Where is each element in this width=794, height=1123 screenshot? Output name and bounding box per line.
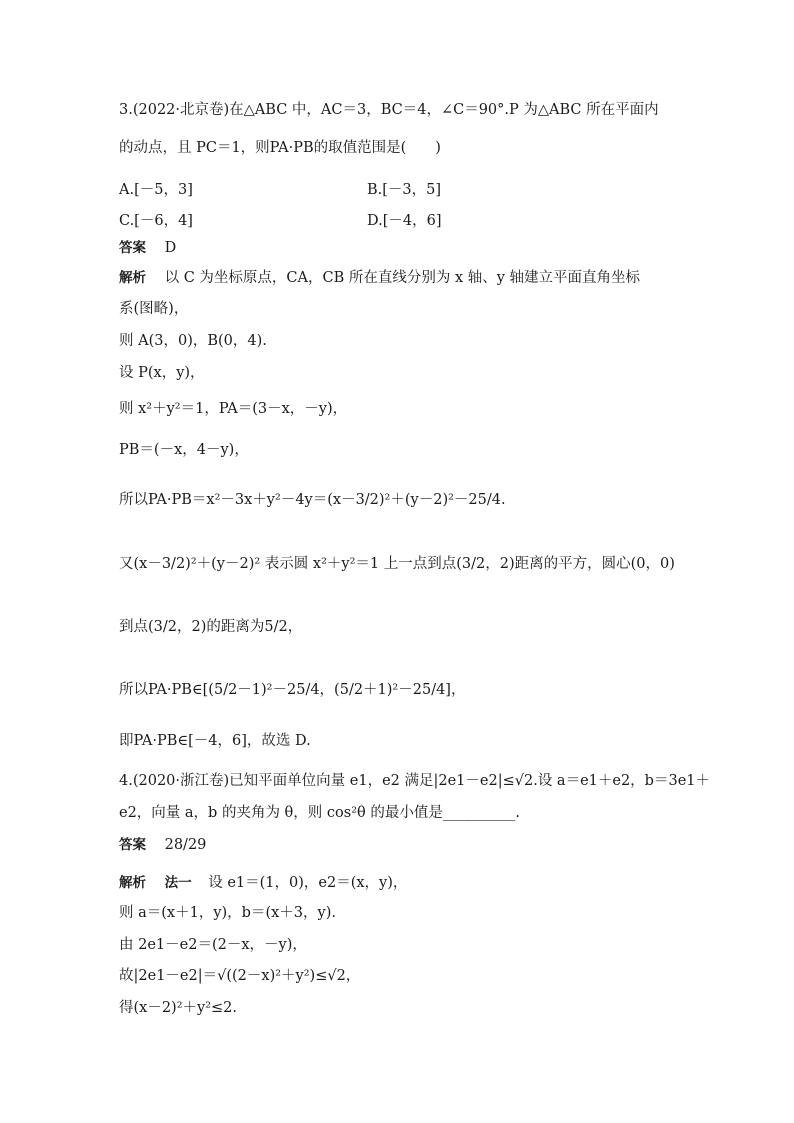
q4-answer-value: 28/29 [164, 837, 207, 853]
q4-analysis [119, 876, 407, 891]
q3-answer-value: D [164, 240, 177, 256]
q3-option-a: A.[－5，3] [119, 182, 193, 198]
q3-line7: 所以PA·PB＝x²－3x＋y²－4y＝(x－3/2)²＋(y－2)²－25/4. [119, 492, 506, 508]
q4-line3: 由 2e1－e2＝(2－x，－y)， [119, 937, 307, 953]
q3-line10: 所以PA·PB∈[(5/2－1)²－25/4，(5/2＋1)²－25/4]， [119, 682, 466, 698]
q3-line5: 则 x²＋y²＝1，PA＝(3－x，－y)， [119, 401, 348, 417]
q4-stem-line1: 4.(2020·浙江卷)已知平面单位向量 e1，e2 满足|2e1－e2|≤√2.设 a＝e1＋e2，b＝3e1＋ [119, 773, 711, 789]
q4-line1: 设 e1＝(1，0)，e2＝(x，y)， [208, 875, 408, 891]
q4-answer-label: 答案 [119, 837, 146, 853]
q3-answer [119, 241, 176, 256]
q3-line11: 即PA·PB∈[－4，6]，故选 D. [119, 733, 311, 749]
q4-line4: 故|2e1－e2|＝√((2－x)²＋y²)≤√2， [119, 968, 361, 984]
q4-line2: 则 a＝(x＋1，y)，b＝(x＋3，y). [119, 905, 336, 921]
q3-stem-line1: 3.(2022·北京卷)在△ABC 中，AC＝3，BC＝4，∠C＝90°.P 为△ABC 所在平面内 [119, 102, 659, 118]
q3-option-c: C.[－6，4] [119, 213, 193, 229]
q3-option-b: B.[－3，5] [367, 182, 442, 198]
q3-analysis-label: 解析 [119, 270, 146, 286]
q3-line3: 则 A(3，0)，B(0，4). [119, 333, 267, 349]
q3-stem-line2: 的动点，且 PC＝1，则PA·PB的取值范围是( ) [119, 140, 441, 156]
q3-line8: 又(x－3/2)²＋(y－2)² 表示圆 x²＋y²＝1 上一点到点(3/2，2)距离的平方，圆心(0，0) [119, 556, 675, 572]
q3-line6: PB＝(－x，4－y)， [119, 442, 249, 458]
q3-analysis [119, 271, 640, 286]
q4-method-label: 法一 [164, 875, 192, 891]
q3-analysis-line1: 以 C 为坐标原点，CA，CB 所在直线分别为 x 轴、y 轴建立平面直角坐标 [164, 270, 641, 286]
q3-analysis-line2: 系(图略)， [119, 301, 189, 317]
q3-line4: 设 P(x，y)， [119, 365, 205, 381]
q3-answer-label: 答案 [119, 240, 146, 256]
q3-line9: 到点(3/2，2)的距离为5/2， [119, 619, 303, 635]
q4-line5: 得(x－2)²＋y²≤2. [119, 1000, 238, 1016]
q4-answer [119, 838, 206, 853]
q4-analysis-label: 解析 [119, 875, 146, 891]
q3-option-d: D.[－4，6] [367, 213, 442, 229]
q4-stem-line2: e2，向量 a，b 的夹角为 θ，则 cos²θ 的最小值是__________. [119, 805, 520, 821]
